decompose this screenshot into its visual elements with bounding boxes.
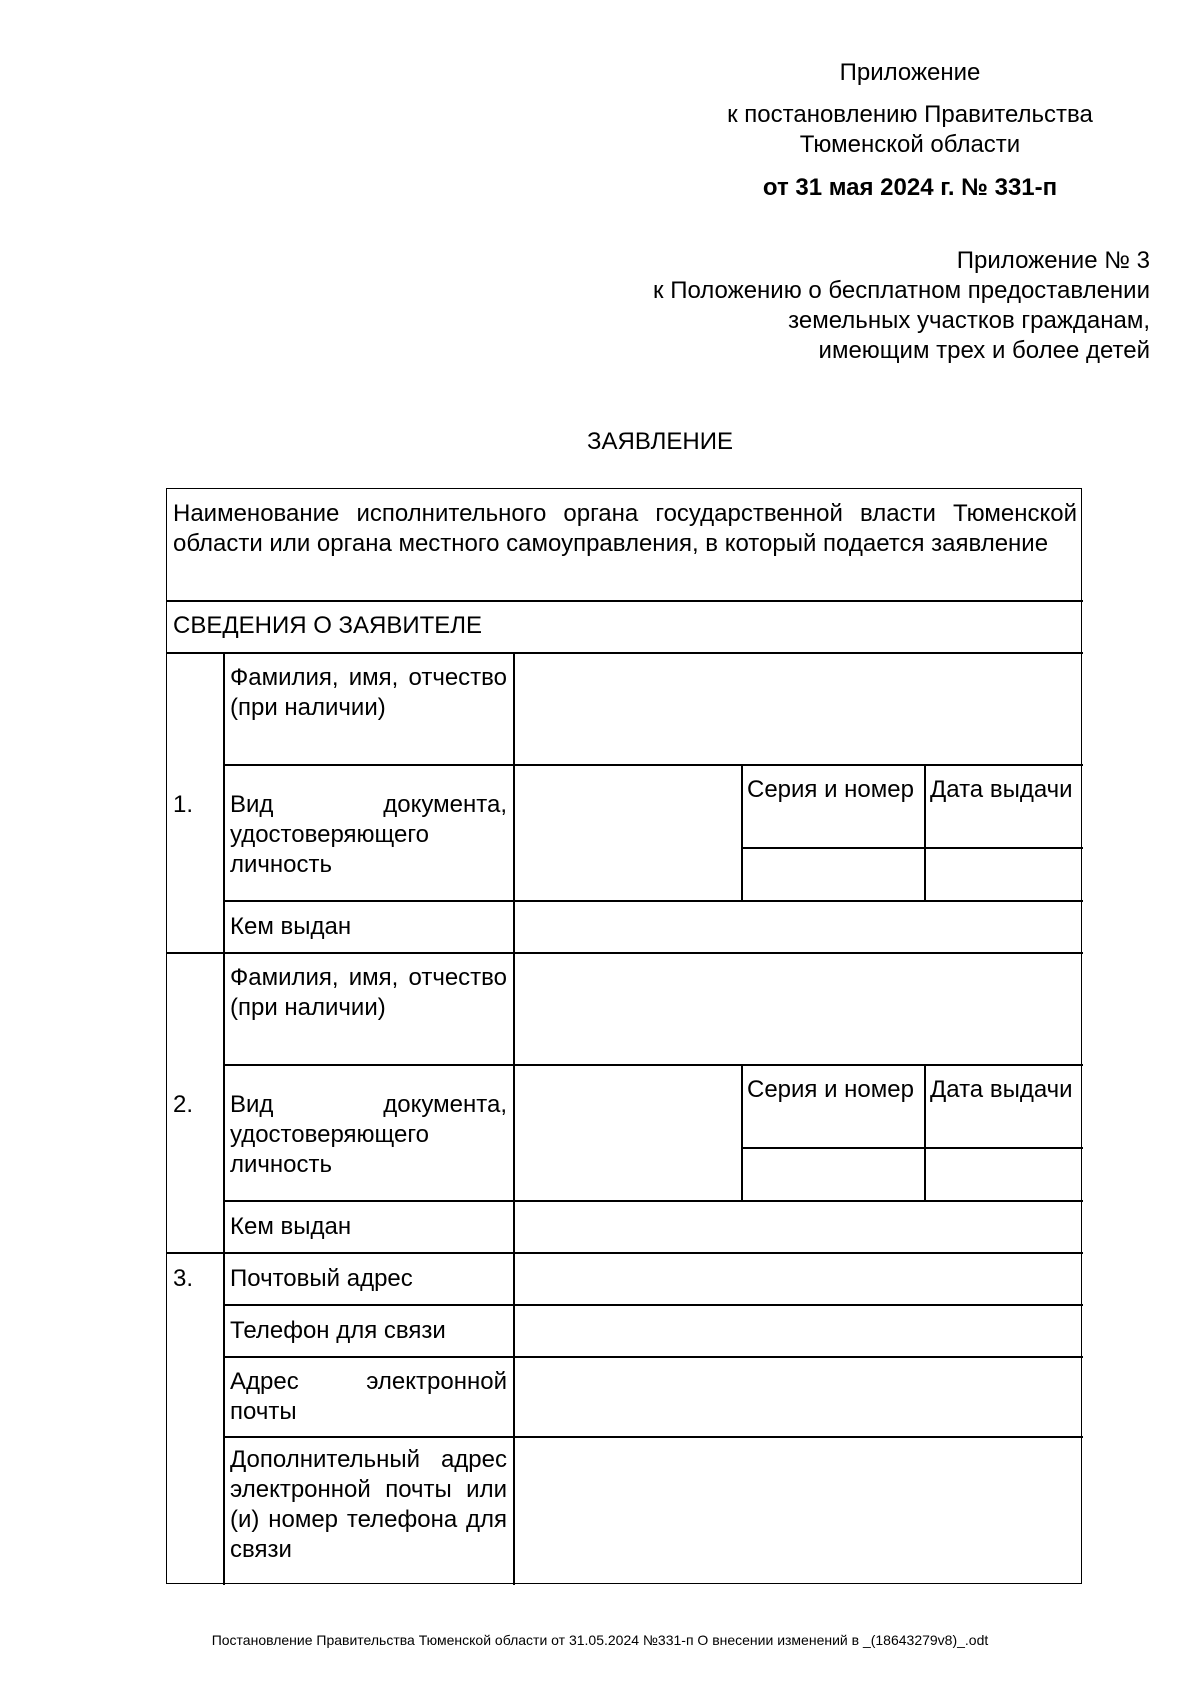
appendix3-line-1: к Положению о бесплатном предоставлении [653,277,1150,304]
row-divider [167,600,1083,602]
section-3-postal-label: Почтовый адрес [230,1265,413,1292]
resolution-date: от 31 мая 2024 г. № 331-п [762,174,1058,201]
appendix3-line-2: земельных участков гражданам, [788,307,1150,334]
authority-label: Наименование исполнительного органа государственной власти Тюменской области или органа местного самоуправления, в который подается заявление [173,500,1077,557]
resolution-line-1: к постановлению Правительства [727,101,1093,128]
section-2-doc-field[interactable] [515,1066,739,1198]
resolution-line-2: Тюменской области [799,131,1021,158]
section-1-series-label: Серия и номер [747,776,914,803]
section-1-fio-field[interactable] [515,654,1081,762]
section-1-series-field[interactable] [743,849,922,898]
section-1-issued-by-label: Кем выдан [230,913,352,940]
application-form [166,488,1082,1584]
section-3-extra-field[interactable] [515,1438,1081,1583]
section-1-doc-field[interactable] [515,766,739,898]
section-1-date-label: Дата выдачи [930,776,1073,803]
doc-title: ЗАЯВЛЕНИЕ [587,428,733,455]
section-2-series-label: Серия и номер [747,1076,914,1103]
section-1-fio-label: Фамилия, имя, отчество (при наличии) [230,664,507,721]
section-2-date-field[interactable] [926,1149,1081,1198]
appendix3-title: Приложение № 3 [956,247,1150,274]
footer-file-caption: Постановление Правительства Тюменской области от 31.05.2024 №331-п О внесении изменений в _(18643279v8)_.odt [211,1632,989,1648]
section-2-doc-label: Вид документа, удостоверяющего личность [230,1091,507,1178]
section-3-email-label: Адрес электронной почты [230,1368,507,1425]
section-2-number: 2. [173,1091,194,1118]
appendix-label: Приложение [839,59,981,86]
section-1-doc-label: Вид документа, удостоверяющего личность [230,791,507,878]
section-2-issued-by-label: Кем выдан [230,1213,352,1240]
section-3-phone-label: Телефон для связи [230,1317,446,1344]
col-divider [223,652,225,1585]
section-3-email-field[interactable] [515,1358,1081,1434]
section-2-issued-by-field[interactable] [515,1202,1081,1250]
section-1-date-field[interactable] [926,849,1081,898]
appendix3-line-3: имеющим трех и более детей [818,337,1150,364]
applicant-header: СВЕДЕНИЯ О ЗАЯВИТЕЛЕ [173,612,483,639]
section-2-series-field[interactable] [743,1149,922,1198]
section-3-number: 3. [173,1265,194,1292]
section-1-number: 1. [173,791,194,818]
section-3-extra-label: Дополнительный адрес электронной почты или (и) номер телефона для связи [230,1446,507,1563]
section-1-issued-by-field[interactable] [515,902,1081,950]
section-3-phone-field[interactable] [515,1306,1081,1354]
section-2-date-label: Дата выдачи [930,1076,1073,1103]
section-2-fio-field[interactable] [515,954,1081,1062]
section-3-postal-field[interactable] [515,1254,1081,1302]
section-2-fio-label: Фамилия, имя, отчество (при наличии) [230,964,507,1021]
